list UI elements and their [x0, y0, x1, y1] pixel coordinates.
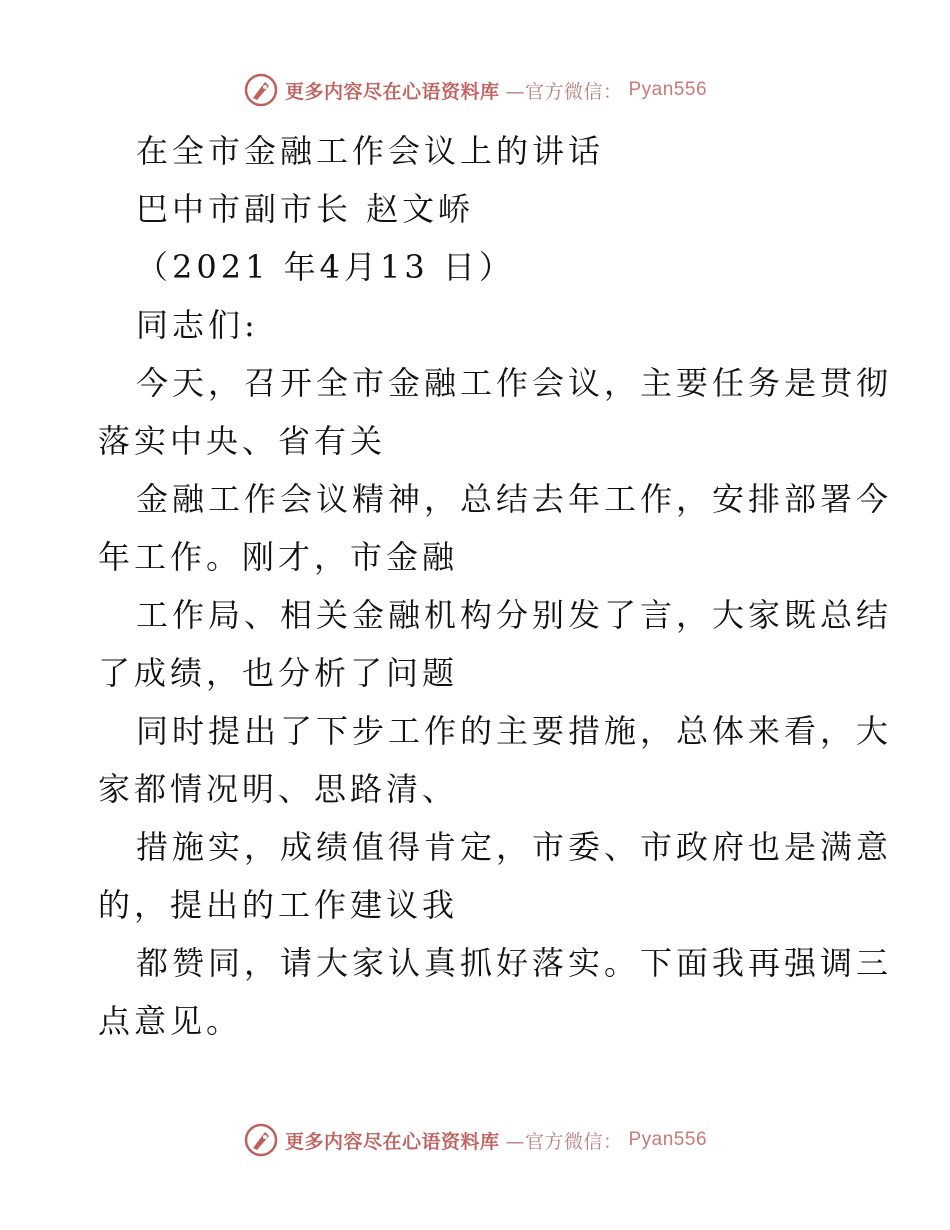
document-date: （2021 年4月13 日） — [136, 248, 515, 286]
paragraph-line: 落实中央、省有关 — [98, 422, 387, 460]
paragraph-line: 点意见。 — [98, 1002, 243, 1040]
watermark-official: —官方微信： — [505, 80, 623, 103]
document-salutation: 同志们: — [136, 306, 259, 344]
paragraph-line: 措施实，成绩值得肯定，市委、市政府也是满意 — [136, 828, 893, 866]
paragraph-line: 金融工作会议精神，总结去年工作，安排部署今 — [136, 480, 893, 518]
paragraph-line: 同时提出了下步工作的主要措施，总体来看，大 — [136, 712, 893, 750]
paragraph-line: 今天，召开全市金融工作会议，主要任务是贯彻 — [136, 364, 893, 402]
document-body — [98, 122, 893, 1050]
document-speaker: 巴中市副市长 赵文峤 — [136, 190, 475, 228]
watermark-official: —官方微信： — [505, 1130, 623, 1153]
paragraph-line: 的，提出的工作建议我 — [98, 886, 459, 924]
paragraph-line: 都赞同，请大家认真抓好落实。下面我再强调三 — [136, 944, 893, 982]
paragraph-line: 了成绩，也分析了问题 — [98, 654, 459, 692]
watermark-id: Pyan556 — [628, 1129, 708, 1150]
paragraph-line: 家都情况明、思路清、 — [98, 770, 459, 808]
document-paragraphs — [98, 354, 893, 1050]
paragraph-line: 工作局、相关金融机构分别发了言，大家既总结 — [136, 596, 893, 634]
watermark-id: Pyan556 — [628, 79, 708, 100]
document-title: 在全市金融工作会议上的讲话 — [136, 132, 605, 170]
pen-nib-circle-icon — [243, 72, 279, 108]
header-watermark — [0, 72, 950, 108]
paragraph-line: 年工作。刚才，市金融 — [98, 538, 459, 576]
watermark-brand: 更多内容尽在心语资料库 — [284, 1130, 500, 1153]
footer-watermark — [0, 1122, 950, 1158]
pen-nib-circle-icon — [243, 1122, 279, 1158]
watermark-brand: 更多内容尽在心语资料库 — [284, 80, 500, 103]
